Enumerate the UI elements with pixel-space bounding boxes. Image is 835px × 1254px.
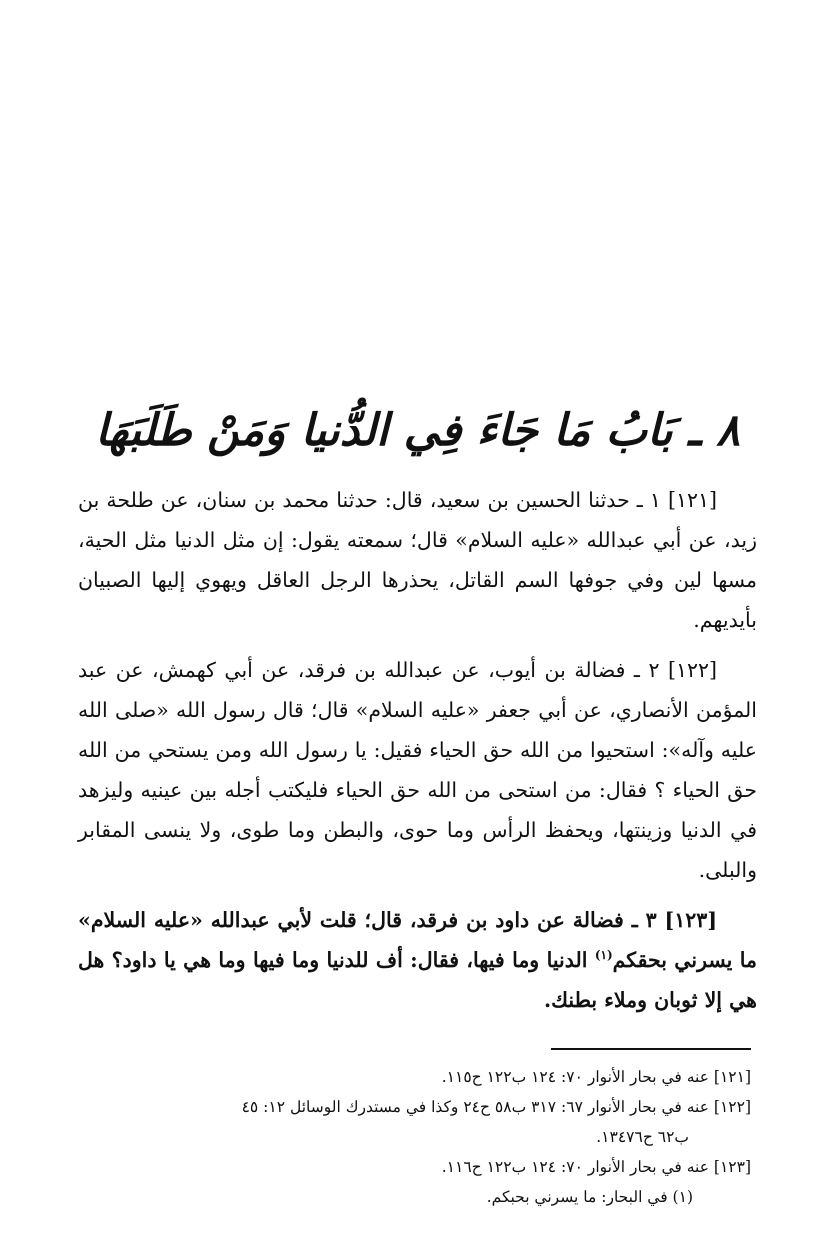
footnote-121: [١٢١] عنه في بحار الأنوار ٧٠: ١٢٤ ب١٢٢ ح١١٥.: [441, 1068, 751, 1086]
footnote-ref-1[interactable]: (١): [594, 948, 613, 963]
footnote-122: [١٢٢] عنه في بحار الأنوار ٦٧: ٣١٧ ب٥٨ ح٢٤ وكذا في مستدرك الوسائل ١٢: ٤٥: [241, 1098, 751, 1116]
hadith-123-text-b: الدنيا وما فيها، فقال: أف للدنيا وما فيها وما هي يا داود؟ هل هي إلا ثوبان وملاء بطنك.: [78, 948, 757, 1012]
hadith-122: [١٢٢] ٢ ـ فضالة بن أيوب، عن عبدالله بن فرقد، عن أبي كهمش، عن عبد المؤمن الأنصاري، عن أبي جعفر «عليه السلام» قال؛ قال رسول الله «صلى الله عليه وآله»: استحيوا من الله حق الحياء فقيل: يا رسول الله ومن يستحي من الله حق الحياء ؟ فقال: من استحى من الله حق الحياء فليكتب أجله بين عينيه وليزهد في الدنيا وزينتها، ويحفظ الرأس وما حوى، والبطن وما طوى، ولا ينسى المقابر والبلى.: [78, 658, 757, 882]
footnote-123: [١٢٣] عنه في بحار الأنوار ٧٠: ١٢٤ ب١٢٢ ح١١٦.: [441, 1158, 751, 1176]
footnotes: [80, 1062, 751, 1212]
footnote-122-continued: ب٦٢ ح١٣٤٧٦.: [596, 1128, 689, 1146]
hadith-123-text-a: [١٢٣] ٣ ـ فضالة عن داود بن فرقد، قال؛ قلت لأبي عبدالله «عليه السلام» ما يسرني بحقكم: [78, 908, 757, 972]
main-text: [78, 480, 757, 1020]
footnote-divider: [551, 1048, 751, 1050]
footnote-1: (١) في البحار: ما يسرني بحبكم.: [486, 1188, 693, 1206]
hadith-123: [78, 900, 757, 1020]
hadith-121: [١٢١] ١ ـ حدثنا الحسين بن سعيد، قال: حدثنا محمد بن سنان، عن طلحة بن زيد، عن أبي عبدالله «عليه السلام» قال؛ سمعته يقول: إن مثل الدنيا مثل الحية، مسها لين وفي جوفها السم القاتل، يحذرها الرجل العاقل ويهوي إليها الصبيان بأيديهم.: [78, 488, 757, 632]
chapter-title: ٨ ـ بَابُ مَا جَاءَ فِي الدُّنيا وَمَنْ طَلَبَهَا: [95, 405, 740, 457]
